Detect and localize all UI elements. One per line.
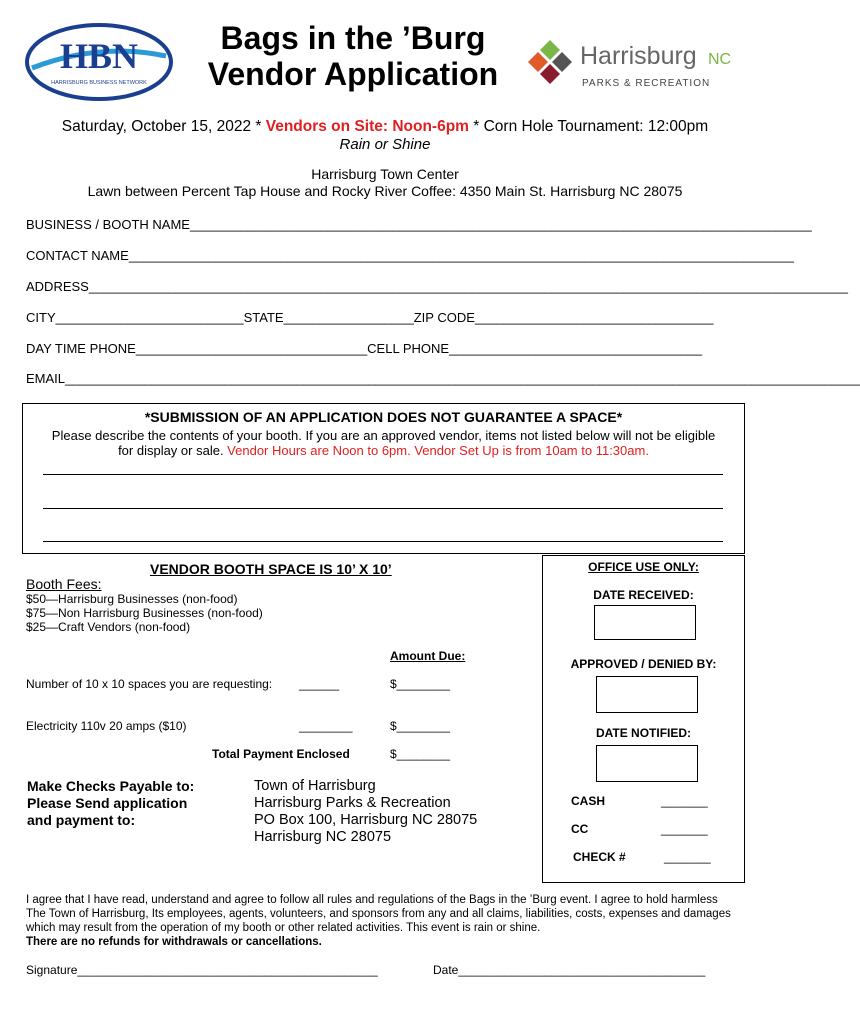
check-label: CHECK # bbox=[573, 850, 626, 864]
mailing-address: Town of Harrisburg Harrisburg Parks & Recreation PO Box 100, Harrisburg NC 28075 Harrisburg NC 28075 bbox=[254, 778, 478, 845]
date-notified-label: DATE NOTIFIED: bbox=[595, 726, 692, 740]
office-use-heading: OFFICE USE ONLY: bbox=[588, 560, 699, 574]
vendor-hours: Vendor Hours are Noon to 6pm. Vendor Set Up is from 10am to 11:30am. bbox=[227, 443, 649, 458]
hbn-logo-text: HBN bbox=[59, 36, 139, 76]
cash-label: CASH bbox=[571, 794, 606, 808]
payable-block: Make Checks Payable to: Please Send application and payment to: bbox=[27, 778, 195, 828]
hbn-logo-subtext: HARRISBURG BUSINESS NETWORK bbox=[51, 80, 147, 86]
guarantee-heading: *SUBMISSION OF AN APPLICATION DOES NOT GUARANTEE A SPACE* bbox=[144, 409, 623, 425]
address-field[interactable]: ADDRESS_________________________________________________________________________________________________________ bbox=[26, 279, 849, 294]
logo-nc-text: NC bbox=[708, 51, 732, 68]
description-line-1[interactable] bbox=[43, 474, 723, 475]
hbn-logo bbox=[24, 22, 174, 102]
date-received-box[interactable] bbox=[594, 605, 696, 640]
vendors-on-site: Vendors on Site: Noon-6pm bbox=[265, 118, 469, 135]
cc-label: CC bbox=[571, 822, 589, 836]
event-date: Saturday, October 15, 2022 * bbox=[61, 118, 266, 135]
email-field[interactable]: EMAIL______________________________________________________________________________________________________________ bbox=[26, 371, 860, 386]
fee-harrisburg: $50—Harrisburg Businesses (non-food) bbox=[26, 592, 238, 606]
no-refunds: There are no refunds for withdrawals or cancellations. bbox=[26, 936, 322, 948]
spaces-label: Number of 10 x 10 spaces you are requesting: bbox=[26, 677, 273, 691]
electricity-blank[interactable]: ________ bbox=[299, 719, 353, 733]
location-address: Lawn between Percent Tap House and Rocky River Coffee: 4350 Main St. Harrisburg NC 28075 bbox=[87, 183, 683, 199]
event-date-line bbox=[0, 117, 770, 136]
office-use-box bbox=[542, 555, 745, 883]
agreement-text: I agree that I have read, understand and agree to follow all rules and regulations of the Bags in the ’Burg event. I agree to hold harmless The Town of Harrisburg, Its employees, agents, volunteers, and sponsors from any and all claims, liabilities, costs, expenses and damages which may result from the operation of my booth or other related activities. This event is rain or shine. bbox=[26, 894, 731, 934]
cash-blank[interactable]: _______ bbox=[661, 794, 708, 808]
description-line-2[interactable] bbox=[43, 508, 723, 509]
title-line-2: Vendor Application bbox=[207, 56, 499, 92]
fee-craft: $25—Craft Vendors (non-food) bbox=[26, 620, 191, 634]
description-line-3[interactable] bbox=[43, 541, 723, 542]
booth-space-heading: VENDOR BOOTH SPACE IS 10’ X 10’ bbox=[150, 561, 392, 577]
location-name: Harrisburg Town Center bbox=[311, 166, 459, 182]
logo-parks-text: PARKS & RECREATION bbox=[582, 78, 711, 89]
title-line-1: Bags in the ’Burg bbox=[220, 20, 486, 56]
contact-name-field[interactable]: CONTACT NAME____________________________________________________________________________________________ bbox=[26, 248, 794, 263]
booth-description-text-2: for display or sale. Vendor Hours are Noon to 6pm. Vendor Set Up is from 10am to 11:30am. bbox=[118, 443, 649, 458]
amount-due-label: Amount Due: bbox=[390, 649, 466, 663]
rain-or-shine: Rain or Shine bbox=[339, 136, 431, 153]
booth-description-box bbox=[22, 403, 745, 554]
date-notified-box[interactable] bbox=[596, 745, 698, 782]
electricity-label: Electricity 110v 20 amps ($10) bbox=[26, 719, 187, 733]
booth-description-text: Please describe the contents of your booth. If you are an approved vendor, items not listed below will not be eligible bbox=[51, 428, 716, 443]
approved-denied-label: APPROVED / DENIED BY: bbox=[570, 657, 717, 671]
tournament: * Corn Hole Tournament: 12:00pm bbox=[468, 118, 709, 135]
booth-fees-label: Booth Fees: bbox=[26, 576, 102, 592]
check-blank[interactable]: _______ bbox=[664, 850, 711, 864]
electricity-amount[interactable]: $________ bbox=[390, 719, 451, 733]
total-amount[interactable]: $________ bbox=[390, 747, 451, 761]
page-title bbox=[188, 20, 518, 92]
spaces-amount[interactable]: $________ bbox=[390, 677, 451, 691]
date-received-label: DATE RECEIVED: bbox=[593, 588, 694, 602]
approved-denied-box[interactable] bbox=[596, 676, 698, 713]
logo-harrisburg-text: Harrisburg bbox=[580, 42, 697, 70]
signature-field[interactable]: Signature_____________________________________________ bbox=[26, 963, 378, 977]
phone-field[interactable]: DAY TIME PHONE________________________________CELL PHONE___________________________________ bbox=[26, 341, 703, 356]
date-field[interactable]: Date_____________________________________ bbox=[433, 963, 706, 977]
fee-non-harrisburg: $75—Non Harrisburg Businesses (non-food) bbox=[26, 606, 263, 620]
total-label: Total Payment Enclosed bbox=[212, 747, 350, 761]
harrisburg-logo bbox=[532, 34, 732, 94]
spaces-blank[interactable]: ______ bbox=[299, 677, 340, 691]
city-state-zip-field[interactable]: CITY__________________________STATE__________________ZIP CODE_________________________________ bbox=[26, 310, 714, 325]
business-name-field[interactable]: BUSINESS / BOOTH NAME______________________________________________________________________________________ bbox=[26, 217, 812, 232]
cc-blank[interactable]: _______ bbox=[661, 822, 708, 836]
